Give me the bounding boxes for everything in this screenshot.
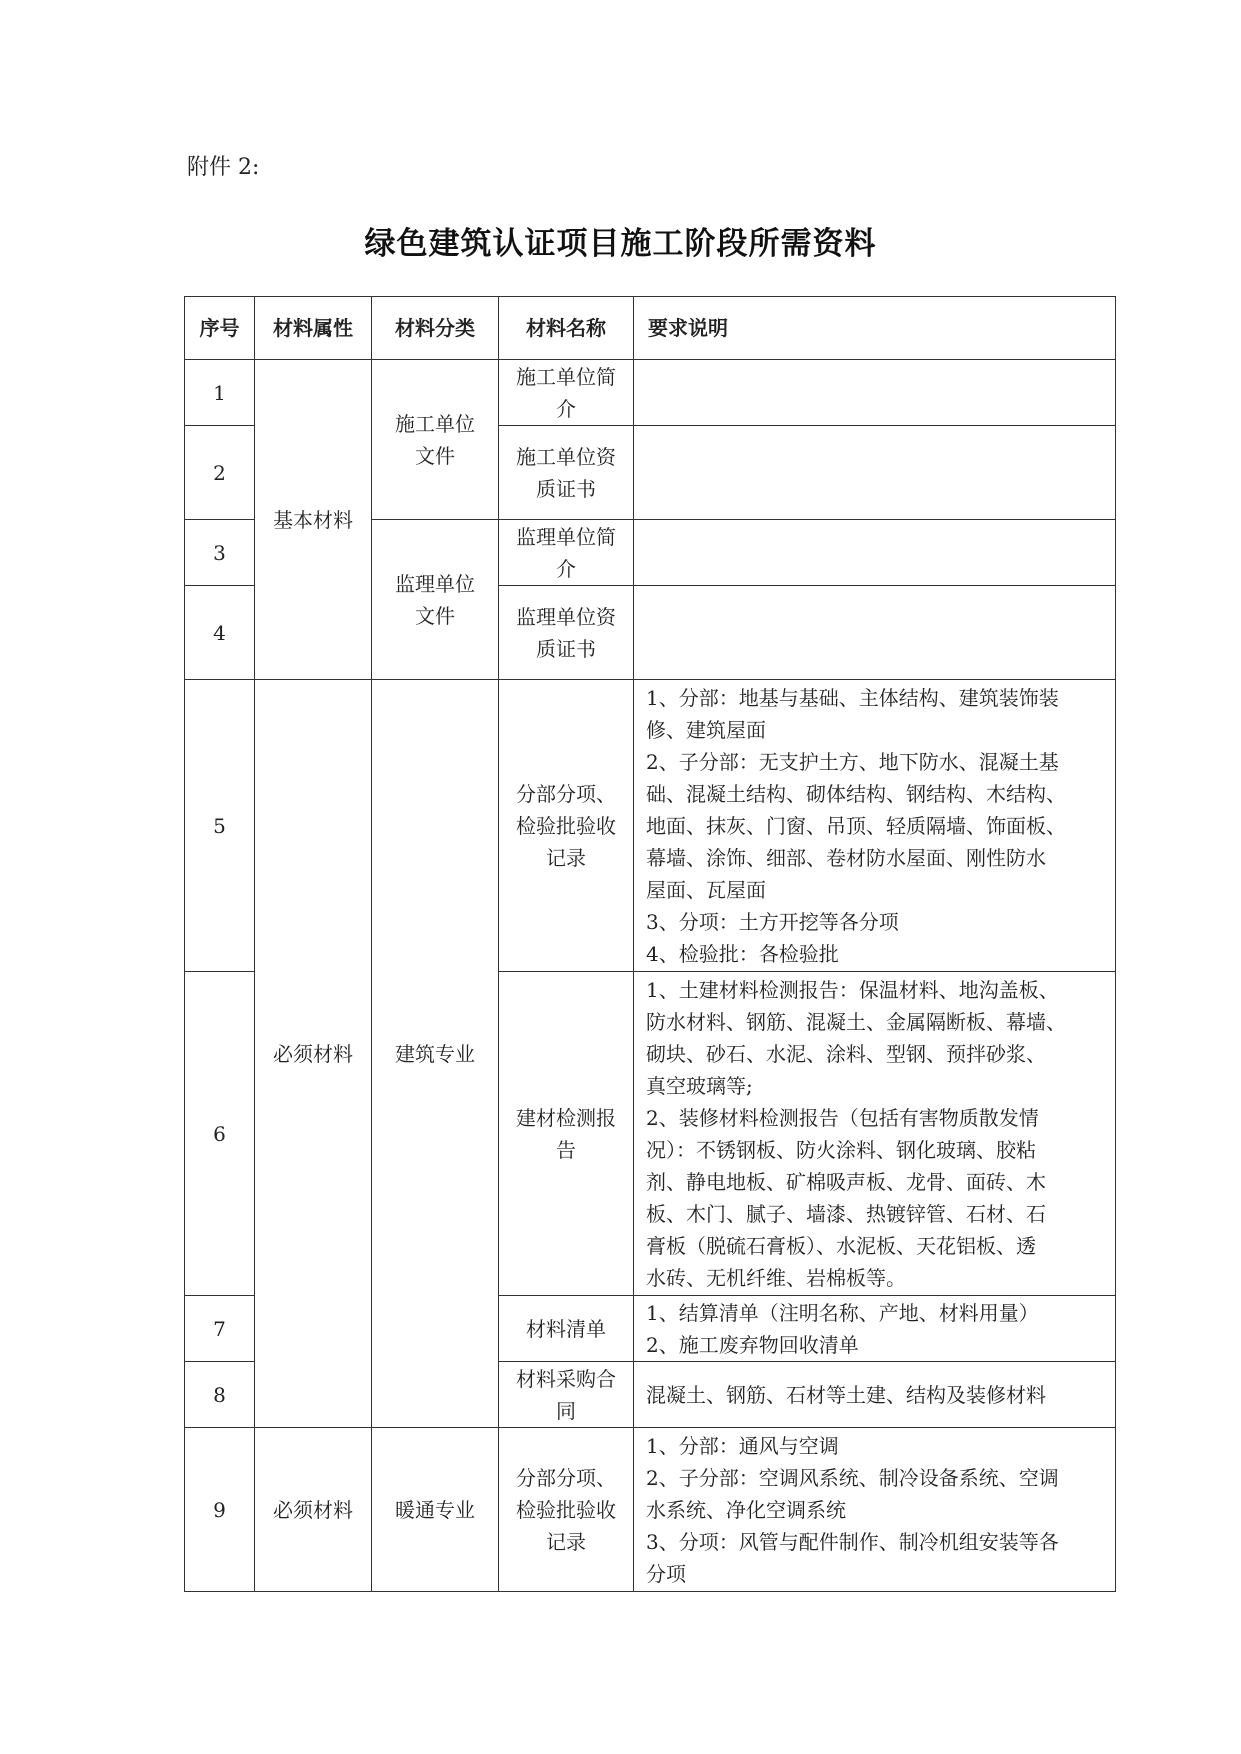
requirement-line: 水砖、无机纤维、岩棉板等。 [646,1265,906,1290]
requirement-line: 砌块、砂石、水泥、涂料、型钢、预拌砂浆、 [646,1041,1046,1066]
material-name-cell [499,520,634,586]
category-label: 暖通专业 [395,1497,475,1522]
requirement-line: 分项 [646,1561,686,1586]
header-attr: 材料属性 [255,297,372,360]
requirement-line: 2、施工废弃物回收清单 [646,1332,859,1357]
requirement-cell [634,680,1116,972]
requirement-line: 屋面、瓦屋面 [646,877,766,902]
requirement-line: 剂、静电地板、矿棉吸声板、龙骨、面砖、木 [646,1169,1046,1194]
requirement-cell [634,1428,1116,1592]
attr-label: 基本材料 [273,507,353,532]
category-label: 监理单位 [395,571,475,596]
material-name: 材料清单 [526,1316,606,1341]
material-name: 建材检测报 [516,1105,616,1130]
requirement-line: 1、分部：地基与基础、主体结构、建筑装饰装 [646,685,1059,710]
requirement-line: 真空玻璃等; [646,1073,753,1098]
material-name: 施工单位资 [516,444,616,469]
category-cell [372,680,499,1428]
requirement-line: 防水材料、钢筋、混凝土、金属隔断板、幕墙、 [646,1009,1066,1034]
header-category: 材料分类 [372,297,499,360]
attr-label: 必须材料 [273,1041,353,1066]
row-number: 1 [185,360,255,426]
requirement-line: 4、检验批：各检验批 [646,941,839,966]
category-label: 文件 [415,443,455,468]
row-number: 8 [185,1362,255,1428]
attachment-label: 附件 2: [187,155,260,180]
row-number: 9 [185,1428,255,1592]
requirement-line: 3、分项：土方开挖等各分项 [646,909,899,934]
requirement-cell [634,586,1116,680]
material-name: 同 [556,1398,576,1423]
attr-label: 必须材料 [273,1497,353,1522]
requirement-line: 况）：不锈钢板、防火涂料、钢化玻璃、胶粘 [646,1137,1036,1162]
requirement-cell [634,1296,1116,1362]
row-number: 7 [185,1296,255,1362]
material-name: 告 [556,1137,576,1162]
table-row [185,360,1116,426]
header-seq: 序号 [185,297,255,360]
requirement-line: 2、子分部：无支护土方、地下防水、混凝土基 [646,749,1059,774]
material-name: 记录 [546,1529,586,1554]
requirement-cell [634,972,1116,1296]
material-name: 分部分项、 [516,1465,616,1490]
table-header-row [185,297,1116,360]
table-row [185,1428,1116,1592]
material-name: 监理单位简 [516,524,616,549]
requirement-line: 地面、抹灰、门窗、吊顶、轻质隔墙、饰面板、 [646,813,1066,838]
requirement-line: 1、分部：通风与空调 [646,1433,839,1458]
material-name: 分部分项、 [516,781,616,806]
requirement-line: 1、土建材料检测报告：保温材料、地沟盖板、 [646,977,1059,1002]
requirement-line: 础、混凝土结构、砌体结构、钢结构、木结构、 [646,781,1066,806]
material-name: 质证书 [536,476,596,501]
category-label: 施工单位 [395,411,475,436]
requirement-line: 板、木门、腻子、墙漆、热镀锌管、石材、石 [646,1201,1046,1226]
row-number: 2 [185,426,255,520]
materials-table [184,296,1116,1592]
material-name-cell [499,1362,634,1428]
requirement-line: 3、分项：风管与配件制作、制冷机组安装等各 [646,1529,1059,1554]
document-title: 绿色建筑认证项目施工阶段所需资料 [364,226,877,262]
table-row [185,680,1116,972]
requirement-line: 1、结算清单（注明名称、产地、材料用量） [646,1300,1039,1325]
row-number: 4 [185,586,255,680]
requirement-line: 幕墙、涂饰、细部、卷材防水屋面、刚性防水 [646,845,1046,870]
material-name: 介 [556,396,576,421]
category-label: 文件 [415,603,455,628]
material-name: 检验批验收 [516,813,616,838]
material-name: 监理单位资 [516,604,616,629]
requirement-line: 水系统、净化空调系统 [646,1497,846,1522]
category-label: 建筑专业 [395,1041,475,1066]
requirement-cell [634,360,1116,426]
row-number: 5 [185,680,255,972]
header-requirement: 要求说明 [634,297,1116,360]
category-cell [372,520,499,680]
material-name: 材料采购合 [516,1366,616,1391]
requirement-line: 修、建筑屋面 [646,717,766,742]
requirement-cell [634,426,1116,520]
material-name-cell [499,680,634,972]
header-name: 材料名称 [499,297,634,360]
material-name: 施工单位简 [516,364,616,389]
material-name-cell [499,972,634,1296]
row-number: 3 [185,520,255,586]
requirement-line: 2、子分部：空调风系统、制冷设备系统、空调 [646,1465,1059,1490]
material-name-cell [499,1428,634,1592]
material-name: 介 [556,556,576,581]
requirement-line: 膏板（脱硫石膏板）、水泥板、天花铝板、透 [646,1233,1036,1258]
material-name: 质证书 [536,636,596,661]
category-cell [372,360,499,520]
attr-cell [255,680,372,1428]
material-name: 检验批验收 [516,1497,616,1522]
requirement-cell [634,520,1116,586]
requirement-line: 混凝土、钢筋、石材等土建、结构及装修材料 [646,1382,1046,1407]
material-name-cell [499,360,634,426]
attr-cell [255,360,372,680]
material-name: 记录 [546,845,586,870]
row-number: 6 [185,972,255,1296]
material-name-cell [499,426,634,520]
material-name-cell [499,586,634,680]
requirement-cell [634,1362,1116,1428]
attr-cell [255,1428,372,1592]
material-name-cell [499,1296,634,1362]
category-cell [372,1428,499,1592]
requirement-line: 2、装修材料检测报告（包括有害物质散发情 [646,1105,1039,1130]
